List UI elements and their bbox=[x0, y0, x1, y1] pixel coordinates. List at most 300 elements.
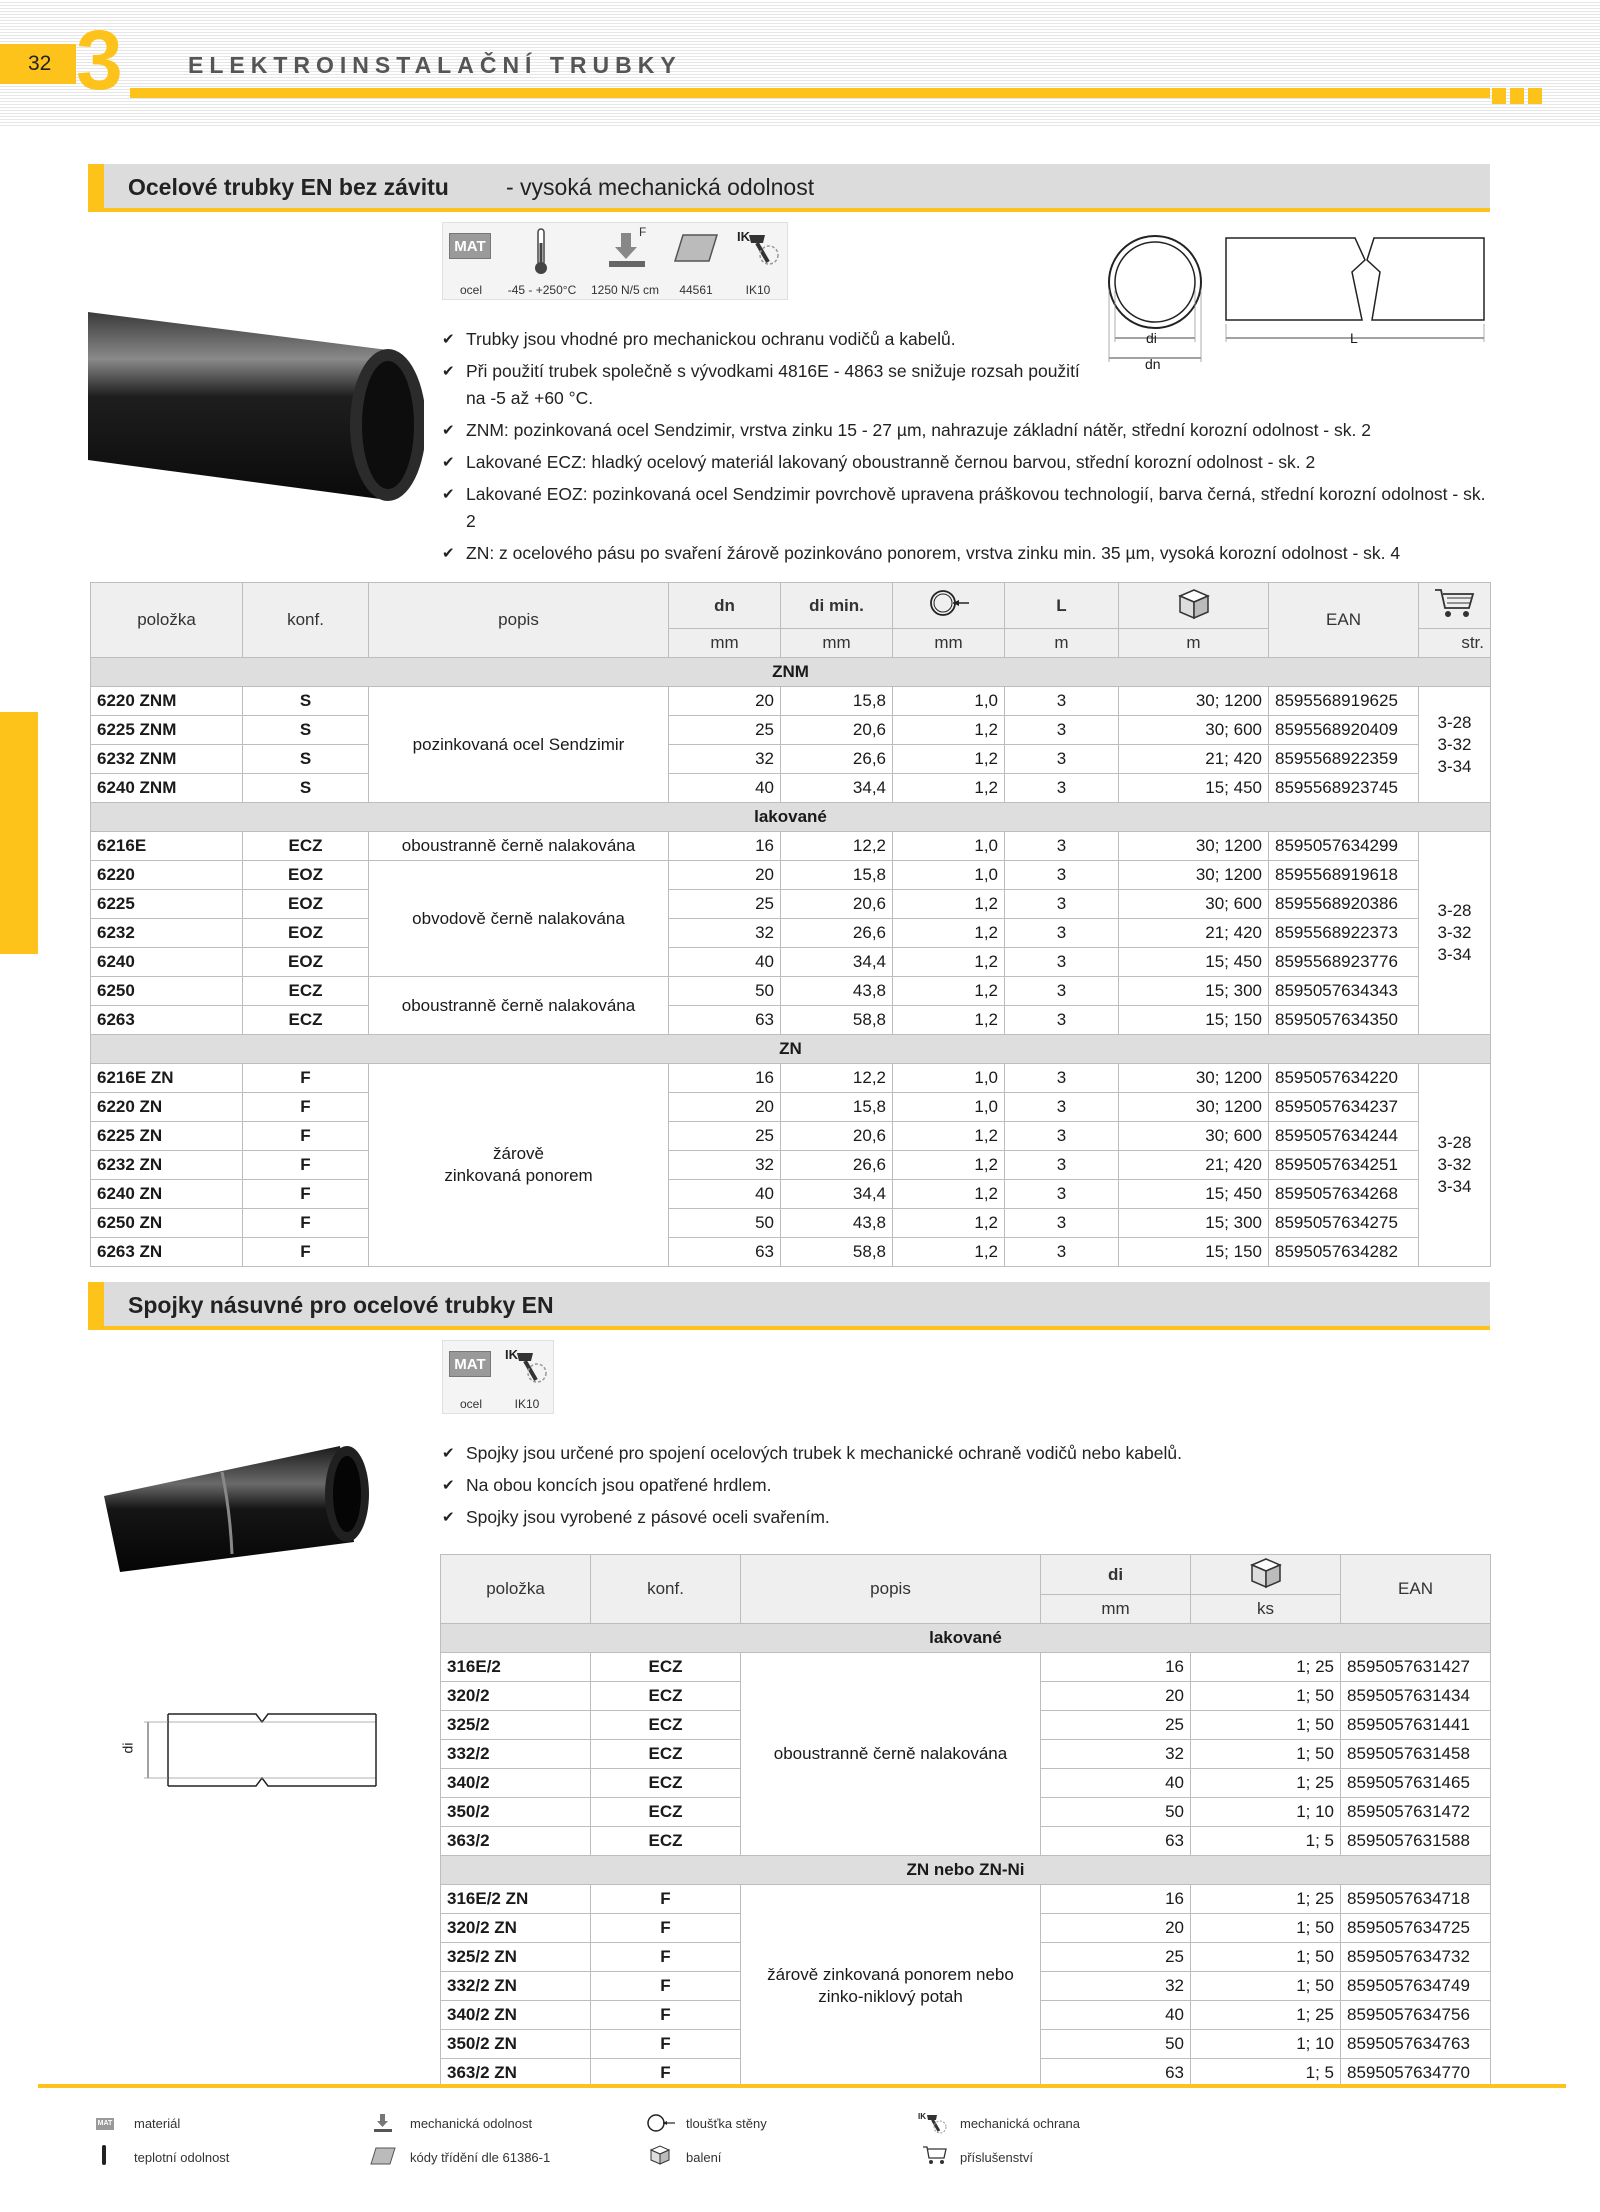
ean-value: 8595057634756 bbox=[1341, 2001, 1491, 2030]
table-row bbox=[91, 919, 1491, 948]
pack-value: 30; 1200 bbox=[1119, 1093, 1269, 1122]
bullet-item: ✔ Lakované ECZ: hladký ocelový materiál lakovaný oboustranně černou barvou, střední korozní odolnost - sk. 2 bbox=[442, 449, 1488, 476]
di-value: 15,8 bbox=[781, 687, 893, 716]
bullet-item: ✔ Spojky jsou vyrobené z pásové oceli svařením. bbox=[442, 1504, 1488, 1531]
config: ECZ bbox=[591, 1711, 741, 1740]
di-value: 63 bbox=[1041, 2059, 1191, 2088]
config: ECZ bbox=[591, 1740, 741, 1769]
mat-badge-icon: MAT bbox=[449, 233, 491, 259]
description: pozinkovaná ocel Sendzimir bbox=[369, 687, 669, 803]
pack-value: 21; 420 bbox=[1119, 745, 1269, 774]
pack-value: 1; 25 bbox=[1191, 1769, 1341, 1798]
di-value: 15,8 bbox=[781, 861, 893, 890]
thermometer-icon bbox=[533, 227, 549, 275]
page-number: 32 bbox=[28, 52, 52, 75]
ean-value: 8595057634732 bbox=[1341, 1943, 1491, 1972]
table-row bbox=[91, 1006, 1491, 1035]
item-code: 340/2 bbox=[441, 1769, 591, 1798]
section-title: Spojky násuvné pro ocelové trubky EN bbox=[128, 1292, 554, 1318]
length-value: 3 bbox=[1005, 1122, 1119, 1151]
thermometer-icon bbox=[100, 2144, 108, 2166]
di-value: 34,4 bbox=[781, 774, 893, 803]
section-header-couplers bbox=[88, 1282, 1490, 1330]
material-cell: MAT ocel bbox=[443, 223, 499, 301]
pipe-table: položka konf. popis dn di min. L EAN mm mm mm m m str. ZNM 6220 ZNM S pozinkovaná ocel Sendzimir 20 15,8 1,0 3 30; 1200 8595568919625 3-28 3-32 3-34 6225 ZNM S 25 20,6 1,2 3 30; 600 8595568920409 6232 ZNM S 32 26,6 1,2 3 21; 420 8595568922359 6240 ZNM S 40 34,4 1,2 3 15; 450 8595568923745 lakované 6216E ECZ oboustranně černě nalakována 16 12,2 1,0 3 30; 1200 8595057634299 3-28 3-32 3-34 6220 EOZ obvodově černě nalakována 20 15,8 1,0 3 30; 1200 8595568919618 6225 EOZ 25 20,6 1,2 3 30; 600 8595568920386 6232 EOZ 32 26,6 1,2 3 21; 420 8595568922373 6240 EOZ 40 34,4 1,2 3 15; 450 8595568923776 6250 ECZ oboustranně černě nalakována 50 43,8 1,2 3 15; 300 8595057634343 6263 ECZ 63 58,8 1,2 3 15; 150 8595057634350 ZN 6216E ZN F žárově zinkovaná ponorem 16 12,2 1,0 3 30; 1200 8595057634220 3-28 3-32 3-34 6220 ZN F 20 15,8 1,0 3 30; 1200 8595057634237 6225 ZN F 25 20,6 1,2 3 30; 600 8595057634244 6232 ZN F 32 26,6 1,2 3 21; 420 8595057634251 6240 ZN F 40 34,4 1,2 3 15; 450 8595057634268 6250 ZN F 50 43,8 1,2 3 15; 300 8595057634275 6263 ZN F 63 58,8 1,2 3 15; 150 8595057634282 bbox=[90, 582, 1491, 1267]
dn-value: 16 bbox=[669, 832, 781, 861]
table-row bbox=[91, 977, 1491, 1006]
table-row bbox=[91, 745, 1491, 774]
di-value: 63 bbox=[1041, 1827, 1191, 1856]
config: F bbox=[243, 1209, 369, 1238]
table-row bbox=[91, 1122, 1491, 1151]
di-value: 40 bbox=[1041, 2001, 1191, 2030]
pressure-cell: F 1250 N/5 cm bbox=[590, 225, 660, 297]
config: F bbox=[591, 1943, 741, 1972]
wall-value: 1,0 bbox=[893, 832, 1005, 861]
description: žárově zinkovaná ponorem bbox=[369, 1064, 669, 1267]
impact-cell: IK IK10 bbox=[499, 1341, 555, 1415]
item-code: 6240 bbox=[91, 948, 243, 977]
page-refs: 3-28 3-32 3-34 bbox=[1419, 687, 1491, 803]
config: ECZ bbox=[243, 1006, 369, 1035]
dn-value: 32 bbox=[669, 1151, 781, 1180]
item-code: 6216E bbox=[91, 832, 243, 861]
legend-accessories: příslušenství bbox=[960, 2150, 1033, 2165]
length-value: 3 bbox=[1005, 1093, 1119, 1122]
wall-value: 1,2 bbox=[893, 1006, 1005, 1035]
pack-value: 1; 10 bbox=[1191, 2030, 1341, 2059]
pack-value: 15; 300 bbox=[1119, 977, 1269, 1006]
wall-value: 1,0 bbox=[893, 687, 1005, 716]
pack-value: 30; 1200 bbox=[1119, 832, 1269, 861]
legend-temperature-resistance: teplotní odolnost bbox=[134, 2150, 230, 2165]
cart-icon bbox=[922, 2144, 948, 2166]
item-code: 350/2 ZN bbox=[441, 2030, 591, 2059]
page-refs: 3-28 3-32 3-34 bbox=[1419, 1064, 1491, 1267]
pack-value: 1; 5 bbox=[1191, 1827, 1341, 1856]
page-refs: 3-28 3-32 3-34 bbox=[1419, 832, 1491, 1035]
di-value: 15,8 bbox=[781, 1093, 893, 1122]
length-value: 3 bbox=[1005, 1180, 1119, 1209]
label-dn: dn bbox=[1145, 356, 1161, 372]
group-row bbox=[91, 803, 1491, 832]
di-value: 32 bbox=[1041, 1972, 1191, 2001]
svg-text:IK: IK bbox=[505, 1347, 518, 1362]
length-value: 3 bbox=[1005, 716, 1119, 745]
col-l: L bbox=[1005, 583, 1119, 629]
wall-thickness-icon bbox=[927, 588, 971, 618]
pressure-icon bbox=[372, 2112, 394, 2134]
ean-value: 8595057631427 bbox=[1341, 1653, 1491, 1682]
config: F bbox=[243, 1122, 369, 1151]
wall-value: 1,0 bbox=[893, 1064, 1005, 1093]
di-value: 58,8 bbox=[781, 1238, 893, 1267]
pack-value: 15; 450 bbox=[1119, 1180, 1269, 1209]
ean-value: 8595568923776 bbox=[1269, 948, 1419, 977]
col-popis: popis bbox=[741, 1555, 1041, 1624]
group-row bbox=[91, 658, 1491, 687]
config: S bbox=[243, 716, 369, 745]
col-di: di bbox=[1041, 1555, 1191, 1595]
col-item: položka bbox=[441, 1555, 591, 1624]
ean-value: 8595057631465 bbox=[1341, 1769, 1491, 1798]
ean-value: 8595057634244 bbox=[1269, 1122, 1419, 1151]
section-header-pipes bbox=[88, 164, 1490, 212]
length-value: 3 bbox=[1005, 774, 1119, 803]
group-row bbox=[441, 1624, 1491, 1653]
col-popis: popis bbox=[369, 583, 669, 658]
item-code: 6225 ZNM bbox=[91, 716, 243, 745]
ean-value: 8595057634749 bbox=[1341, 1972, 1491, 2001]
ean-value: 8595057631434 bbox=[1341, 1682, 1491, 1711]
property-icons bbox=[442, 1340, 554, 1414]
config: EOZ bbox=[243, 919, 369, 948]
ean-value: 8595057631472 bbox=[1341, 1798, 1491, 1827]
table-row bbox=[91, 1238, 1491, 1267]
di-value: 34,4 bbox=[781, 948, 893, 977]
dn-value: 63 bbox=[669, 1238, 781, 1267]
pack-value: 1; 50 bbox=[1191, 1711, 1341, 1740]
pack-value: 15; 150 bbox=[1119, 1006, 1269, 1035]
config: S bbox=[243, 687, 369, 716]
length-value: 3 bbox=[1005, 1209, 1119, 1238]
di-value: 58,8 bbox=[781, 1006, 893, 1035]
table-row bbox=[91, 1151, 1491, 1180]
cart-icon bbox=[1433, 586, 1477, 620]
item-code: 325/2 ZN bbox=[441, 1943, 591, 1972]
package-icon bbox=[648, 2144, 672, 2166]
table-row bbox=[91, 1180, 1491, 1209]
item-code: 6263 bbox=[91, 1006, 243, 1035]
wall-value: 1,2 bbox=[893, 948, 1005, 977]
item-code: 6232 ZN bbox=[91, 1151, 243, 1180]
label-di: di bbox=[119, 1742, 136, 1754]
pack-value: 30; 1200 bbox=[1119, 1064, 1269, 1093]
item-code: 332/2 ZN bbox=[441, 1972, 591, 2001]
length-value: 3 bbox=[1005, 745, 1119, 774]
item-code: 6240 ZN bbox=[91, 1180, 243, 1209]
header-blocks bbox=[1492, 88, 1556, 104]
dn-value: 25 bbox=[669, 716, 781, 745]
group-label: ZN bbox=[91, 1035, 1491, 1064]
length-value: 3 bbox=[1005, 1006, 1119, 1035]
coupler-table: položka konf. popis di EAN mm ks lakované 316E/2 ECZ oboustranně černě nalakována 16 1; 25 8595057631427 320/2 ECZ 20 1; 50 8595057631434 325/2 ECZ 25 1; 50 8595057631441 332/2 ECZ 32 1; 50 8595057631458 340/2 ECZ 40 1; 25 8595057631465 350/2 ECZ 50 1; 10 8595057631472 363/2 ECZ 63 1; 5 8595057631588 ZN nebo ZN-Ni 316E/2 ZN F žárově zinkovaná ponorem nebo zinko-niklový potah 16 1; 25 8595057634718 320/2 ZN F 20 1; 50 8595057634725 325/2 ZN F 25 1; 50 8595057634732 332/2 ZN F 32 1; 50 8595057634749 340/2 ZN F 40 1; 25 8595057634756 350/2 ZN F 50 1; 10 8595057634763 363/2 ZN F 63 1; 5 8595057634770 bbox=[440, 1554, 1491, 2088]
ean-value: 8595057634220 bbox=[1269, 1064, 1419, 1093]
length-value: 3 bbox=[1005, 861, 1119, 890]
ean-value: 8595057634763 bbox=[1341, 2030, 1491, 2059]
legend-mechanical-protection: mechanická ochrana bbox=[960, 2116, 1080, 2131]
table-row bbox=[91, 890, 1491, 919]
item-code: 320/2 bbox=[441, 1682, 591, 1711]
coupler-photo bbox=[104, 1432, 384, 1574]
pack-value: 30; 600 bbox=[1119, 1122, 1269, 1151]
config: F bbox=[591, 2030, 741, 2059]
ean-value: 8595057631458 bbox=[1341, 1740, 1491, 1769]
classification-cell: 44561 bbox=[665, 223, 727, 301]
wall-value: 1,2 bbox=[893, 1122, 1005, 1151]
di-value: 26,6 bbox=[781, 919, 893, 948]
length-value: 3 bbox=[1005, 977, 1119, 1006]
item-code: 316E/2 ZN bbox=[441, 1885, 591, 1914]
ean-value: 8595568920409 bbox=[1269, 716, 1419, 745]
ean-value: 8595057634718 bbox=[1341, 1885, 1491, 1914]
description: oboustranně černě nalakována bbox=[741, 1653, 1041, 1856]
hammer-impact-icon bbox=[735, 227, 783, 271]
item-code: 332/2 bbox=[441, 1740, 591, 1769]
config: F bbox=[243, 1238, 369, 1267]
wall-value: 1,2 bbox=[893, 745, 1005, 774]
length-value: 3 bbox=[1005, 1064, 1119, 1093]
label-di: di bbox=[1146, 330, 1157, 346]
ean-value: 8595568920386 bbox=[1269, 890, 1419, 919]
config: S bbox=[243, 774, 369, 803]
group-label: ZNM bbox=[91, 658, 1491, 687]
table-row bbox=[91, 861, 1491, 890]
ean-value: 8595057631441 bbox=[1341, 1711, 1491, 1740]
pack-value: 30; 600 bbox=[1119, 716, 1269, 745]
pack-value: 1; 50 bbox=[1191, 1740, 1341, 1769]
dn-value: 40 bbox=[669, 774, 781, 803]
dn-value: 25 bbox=[669, 890, 781, 919]
item-code: 6220 ZNM bbox=[91, 687, 243, 716]
config: F bbox=[243, 1151, 369, 1180]
bullet-item: ✔ Lakované EOZ: pozinkovaná ocel Sendzimir povrchově upravena práškovou technologií, barva černá, střední korozní odolnost - sk. 2 bbox=[442, 481, 1488, 535]
hammer-impact-icon bbox=[503, 1345, 551, 1389]
item-code: 6250 ZN bbox=[91, 1209, 243, 1238]
di-value: 16 bbox=[1041, 1653, 1191, 1682]
material-cell: MAT ocel bbox=[443, 1341, 499, 1415]
dn-value: 25 bbox=[669, 1122, 781, 1151]
config: EOZ bbox=[243, 890, 369, 919]
di-value: 12,2 bbox=[781, 1064, 893, 1093]
di-value: 12,2 bbox=[781, 832, 893, 861]
ean-value: 8595568923745 bbox=[1269, 774, 1419, 803]
config: F bbox=[243, 1180, 369, 1209]
config: EOZ bbox=[243, 861, 369, 890]
config: F bbox=[591, 2059, 741, 2088]
coupler-feature-list bbox=[442, 1440, 1488, 1536]
pack-value: 1; 10 bbox=[1191, 1798, 1341, 1827]
config: F bbox=[243, 1093, 369, 1122]
di-value: 43,8 bbox=[781, 1209, 893, 1238]
config: ECZ bbox=[591, 1682, 741, 1711]
config: EOZ bbox=[243, 948, 369, 977]
length-value: 3 bbox=[1005, 1151, 1119, 1180]
table-row bbox=[91, 832, 1491, 861]
table-row bbox=[91, 1209, 1491, 1238]
config: F bbox=[591, 1914, 741, 1943]
ean-value: 8595057634770 bbox=[1341, 2059, 1491, 2088]
di-value: 20,6 bbox=[781, 890, 893, 919]
mat-badge-icon: MAT bbox=[96, 2118, 114, 2130]
chapter-title: ELEKTROINSTALAČNÍ TRUBKY bbox=[188, 52, 682, 78]
col-str bbox=[1419, 583, 1491, 629]
config: F bbox=[591, 1885, 741, 1914]
pack-value: 1; 5 bbox=[1191, 2059, 1341, 2088]
ean-value: 8595568919618 bbox=[1269, 861, 1419, 890]
di-value: 50 bbox=[1041, 2030, 1191, 2059]
col-pack bbox=[1191, 1555, 1341, 1595]
di-value: 43,8 bbox=[781, 977, 893, 1006]
section-subtitle: - vysoká mechanická odolnost bbox=[506, 174, 815, 200]
ean-value: 8595057634237 bbox=[1269, 1093, 1419, 1122]
col-konf: konf. bbox=[243, 583, 369, 658]
di-value: 26,6 bbox=[781, 745, 893, 774]
pack-value: 1; 25 bbox=[1191, 1653, 1341, 1682]
property-icons bbox=[442, 222, 788, 300]
svg-text:IK: IK bbox=[918, 2112, 926, 2121]
dn-value: 50 bbox=[669, 1209, 781, 1238]
chapter-number: 3 bbox=[76, 13, 123, 107]
ean-value: 8595568922373 bbox=[1269, 919, 1419, 948]
length-value: 3 bbox=[1005, 948, 1119, 977]
package-icon bbox=[1246, 1555, 1286, 1589]
config: F bbox=[591, 1972, 741, 2001]
legend-material: materiál bbox=[134, 2116, 181, 2131]
item-code: 363/2 bbox=[441, 1827, 591, 1856]
di-value: 16 bbox=[1041, 1885, 1191, 1914]
bullet-item: ✔ Trubky jsou vhodné pro mechanickou ochranu vodičů a kabelů. bbox=[442, 326, 1102, 353]
ean-value: 8595057634350 bbox=[1269, 1006, 1419, 1035]
ean-value: 8595568919625 bbox=[1269, 687, 1419, 716]
wall-value: 1,0 bbox=[893, 861, 1005, 890]
di-value: 20 bbox=[1041, 1914, 1191, 1943]
pack-value: 30; 1200 bbox=[1119, 687, 1269, 716]
bullet-item: ✔ Na obou koncích jsou opatřené hrdlem. bbox=[442, 1472, 1488, 1499]
dn-value: 20 bbox=[669, 687, 781, 716]
item-code: 6220 ZN bbox=[91, 1093, 243, 1122]
description: oboustranně černě nalakována bbox=[369, 977, 669, 1035]
svg-text:IK: IK bbox=[737, 229, 750, 244]
pack-value: 1; 25 bbox=[1191, 2001, 1341, 2030]
dn-value: 63 bbox=[669, 1006, 781, 1035]
dn-value: 32 bbox=[669, 919, 781, 948]
ean-value: 8595057631588 bbox=[1341, 1827, 1491, 1856]
bullet-item: ✔ Spojky jsou určené pro spojení ocelových trubek k mechanické ochraně vodičů nebo kabelů. bbox=[442, 1440, 1488, 1467]
config: ECZ bbox=[591, 1798, 741, 1827]
ean-value: 8595057634275 bbox=[1269, 1209, 1419, 1238]
legend-mechanical-resistance: mechanická odolnost bbox=[410, 2116, 533, 2131]
item-code: 350/2 bbox=[441, 1798, 591, 1827]
ean-value: 8595568922359 bbox=[1269, 745, 1419, 774]
wall-value: 1,2 bbox=[893, 919, 1005, 948]
table-row bbox=[441, 1885, 1491, 1914]
wall-value: 1,2 bbox=[893, 1180, 1005, 1209]
classification-icon bbox=[673, 231, 719, 267]
header-rule bbox=[130, 88, 1490, 98]
dn-value: 50 bbox=[669, 977, 781, 1006]
item-code: 6232 bbox=[91, 919, 243, 948]
chapter-side-tab bbox=[0, 712, 38, 954]
dn-value: 40 bbox=[669, 1180, 781, 1209]
length-value: 3 bbox=[1005, 687, 1119, 716]
classification-icon bbox=[370, 2146, 396, 2166]
description: obvodově černě nalakována bbox=[369, 861, 669, 977]
col-ean: EAN bbox=[1269, 583, 1419, 658]
item-code: 320/2 ZN bbox=[441, 1914, 591, 1943]
col-pack bbox=[1119, 583, 1269, 629]
item-code: 316E/2 bbox=[441, 1653, 591, 1682]
pack-value: 15; 450 bbox=[1119, 948, 1269, 977]
item-code: 6220 bbox=[91, 861, 243, 890]
pack-value: 30; 600 bbox=[1119, 890, 1269, 919]
col-konf: konf. bbox=[591, 1555, 741, 1624]
bullet-item: ✔ Při použití trubek společně s vývodkami 4816E - 4863 se snižuje rozsah použití na -5 až +60 °C. bbox=[442, 358, 1102, 412]
ean-value: 8595057634282 bbox=[1269, 1238, 1419, 1267]
pack-value: 21; 420 bbox=[1119, 919, 1269, 948]
steel-pipe-photo bbox=[88, 300, 424, 510]
pack-value: 1; 50 bbox=[1191, 1682, 1341, 1711]
wall-value: 1,2 bbox=[893, 774, 1005, 803]
pack-value: 1; 50 bbox=[1191, 1943, 1341, 1972]
di-value: 34,4 bbox=[781, 1180, 893, 1209]
group-label: lakované bbox=[441, 1624, 1491, 1653]
ean-value: 8595057634299 bbox=[1269, 832, 1419, 861]
item-code: 6225 ZN bbox=[91, 1122, 243, 1151]
col-item: položka bbox=[91, 583, 243, 658]
config: F bbox=[591, 2001, 741, 2030]
length-value: 3 bbox=[1005, 919, 1119, 948]
bullet-item: ✔ ZNM: pozinkovaná ocel Sendzimir, vrstva zinku 15 - 27 µm, nahrazuje základní nátěr, střední korozní odolnost - sk. 2 bbox=[442, 417, 1488, 444]
length-value: 3 bbox=[1005, 890, 1119, 919]
item-code: 6225 bbox=[91, 890, 243, 919]
item-code: 6263 ZN bbox=[91, 1238, 243, 1267]
group-label: ZN nebo ZN-Ni bbox=[441, 1856, 1491, 1885]
legend-wall-thickness: tloušťka stěny bbox=[686, 2116, 767, 2131]
table-row bbox=[91, 1093, 1491, 1122]
config: ECZ bbox=[243, 832, 369, 861]
item-code: 340/2 ZN bbox=[441, 2001, 591, 2030]
pipe-feature-list bbox=[442, 326, 1488, 572]
col-wall bbox=[893, 583, 1005, 629]
temperature-cell: -45 - +250°C bbox=[499, 223, 585, 301]
wall-thickness-icon bbox=[646, 2112, 676, 2134]
di-value: 20 bbox=[1041, 1682, 1191, 1711]
config: ECZ bbox=[243, 977, 369, 1006]
dn-value: 40 bbox=[669, 948, 781, 977]
item-code: 363/2 ZN bbox=[441, 2059, 591, 2088]
ean-value: 8595057634251 bbox=[1269, 1151, 1419, 1180]
group-row bbox=[441, 1856, 1491, 1885]
description: oboustranně černě nalakována bbox=[369, 832, 669, 861]
impact-cell: IK IK10 bbox=[727, 223, 789, 301]
label-l: L bbox=[1350, 330, 1358, 346]
ean-value: 8595057634725 bbox=[1341, 1914, 1491, 1943]
item-code: 6250 bbox=[91, 977, 243, 1006]
config: S bbox=[243, 745, 369, 774]
config: ECZ bbox=[591, 1827, 741, 1856]
di-value: 25 bbox=[1041, 1711, 1191, 1740]
item-code: 325/2 bbox=[441, 1711, 591, 1740]
item-code: 6216E ZN bbox=[91, 1064, 243, 1093]
section-title: Ocelové trubky EN bez závitu bbox=[128, 174, 449, 200]
di-value: 32 bbox=[1041, 1740, 1191, 1769]
pack-value: 15; 300 bbox=[1119, 1209, 1269, 1238]
wall-value: 1,2 bbox=[893, 1209, 1005, 1238]
pack-value: 1; 50 bbox=[1191, 1914, 1341, 1943]
col-di: di min. bbox=[781, 583, 893, 629]
dn-value: 32 bbox=[669, 745, 781, 774]
hammer-impact-icon bbox=[918, 2110, 948, 2136]
table-row bbox=[91, 774, 1491, 803]
length-value: 3 bbox=[1005, 832, 1119, 861]
item-code: 6240 ZNM bbox=[91, 774, 243, 803]
wall-value: 1,2 bbox=[893, 890, 1005, 919]
item-code: 6232 ZNM bbox=[91, 745, 243, 774]
length-value: 3 bbox=[1005, 1238, 1119, 1267]
legend-classification-codes: kódy třídění dle 61386-1 bbox=[410, 2150, 551, 2165]
dn-value: 16 bbox=[669, 1064, 781, 1093]
